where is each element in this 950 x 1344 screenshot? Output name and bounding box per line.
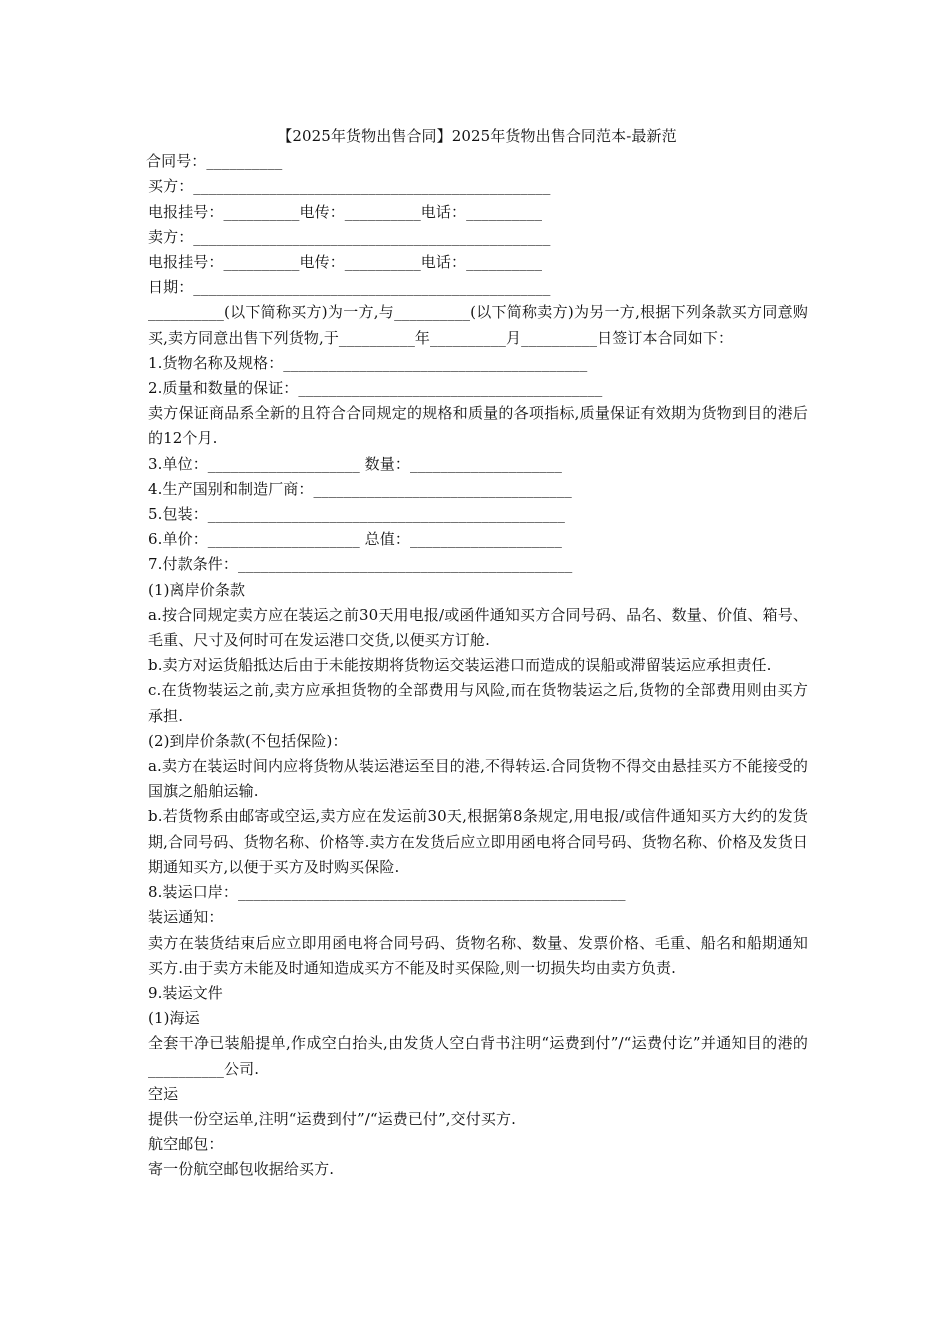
- seller-contact-line: 电报挂号：__________电传：__________电话：__________: [148, 253, 543, 272]
- clause-7-1-fob: (1)离岸价条款: [148, 580, 246, 599]
- clause-7-1-b-text: b.卖方对运货船抵达后由于未能按期将货物运交装运港口而造成的误船或滞留装运应承担责任.: [148, 656, 772, 675]
- clause-4-manufacturer: 4.生产国别和制造厂商：__________________________________: [148, 479, 572, 498]
- airmail-heading: 航空邮包：: [148, 1135, 224, 1154]
- clause-6-price: 6.单价：____________________ 总值：____________________: [148, 530, 562, 549]
- clause-7-2-a-text: a.卖方在装运时间内应将货物从装运港运至目的港,不得转运.合同货物不得交由悬挂买方不能接受的国旗之船舶运输.: [148, 757, 808, 801]
- clause-7-1-a-text: a.按合同规定卖方应在装运之前30天用电报/或函件通知买方合同号码、品名、数量、价值、箱号、毛重、尺寸及何时可在发运港口交货,以便买方订舱.: [148, 605, 808, 650]
- intro-paragraph: __________(以下简称买方)为一方,与__________(以下简称卖方)为另一方,根据下列条款买方同意购买,卖方同意出售下列货物,于__________年__________月__________日签订本合同如下：: [148, 303, 808, 347]
- clause-5-packing: 5.包装：_______________________________________________: [148, 505, 566, 524]
- airmail-text: 寄一份航空邮包收据给买方.: [148, 1160, 335, 1179]
- document-title: 【2025年货物出售合同】2025年货物出售合同范本-最新范: [277, 127, 677, 145]
- clause-9-1-sea: (1)海运: [148, 1009, 200, 1028]
- clause-2-quality: 2.质量和数量的保证：________________________________________: [148, 379, 603, 398]
- clause-3-unit-quantity: 3.单位：____________________ 数量：____________________: [148, 454, 562, 473]
- date-line: 日期：_______________________________________________: [148, 278, 551, 297]
- air-transport-text: 提供一份空运单,注明“运费到付”/“运费已付”,交付买方.: [148, 1109, 516, 1128]
- shipping-notice-heading: 装运通知：: [148, 908, 224, 927]
- clause-7-payment: 7.付款条件：____________________________________________: [148, 555, 573, 574]
- clause-7-2-cif: (2)到岸价条款(不包括保险)：: [148, 731, 348, 750]
- clause-9-documents: 9.装运文件: [148, 983, 223, 1002]
- seller-line: 卖方：_______________________________________________: [148, 227, 551, 246]
- clause-7-1-c-text: c.在货物装运之前,卖方应承担货物的全部费用与风险,而在货物装运之后,货物的全部费用则由买方承担.: [148, 681, 808, 725]
- buyer-contact-line: 电报挂号：__________电传：__________电话：__________: [148, 202, 543, 221]
- clause-9-1-text: 全套干净已装船提单,作成空白抬头,由发货人空白背书注明“运费到付”/“运费付讫”并通知目的港的__________公司.: [148, 1034, 808, 1078]
- clause-7-2-b-text: b.若货物系由邮寄或空运,卖方应在发运前30天,根据第8条规定,用电报/或信件通知买方大约的发货期,合同号码、货物名称、价格等.卖方在发货后应立即用函电将合同号码、货物名称、价格及发货日期通知买方,以便于买方及时购买保险.: [148, 807, 808, 876]
- clause-8-port: 8.装运口岸：___________________________________________________: [148, 883, 626, 902]
- clause-1-goods-name: 1.货物名称及规格：________________________________________: [148, 353, 588, 372]
- clause-2-warranty-text: 卖方保证商品系全新的且符合合同规定的规格和质量的各项指标,质量保证有效期为货物到目的港后的12个月.: [148, 404, 808, 448]
- contract-number-line: 合同号：__________: [146, 152, 283, 171]
- shipping-notice-text: 卖方在装货结束后应立即用函电将合同号码、货物名称、数量、发票价格、毛重、船名和船期通知买方.由于卖方未能及时通知造成买方不能及时买保险,则一切损失均由卖方负责.: [148, 933, 808, 977]
- buyer-line: 买方：_______________________________________________: [148, 177, 551, 196]
- air-transport-heading: 空运: [148, 1084, 179, 1103]
- document-body: [146, 124, 808, 1183]
